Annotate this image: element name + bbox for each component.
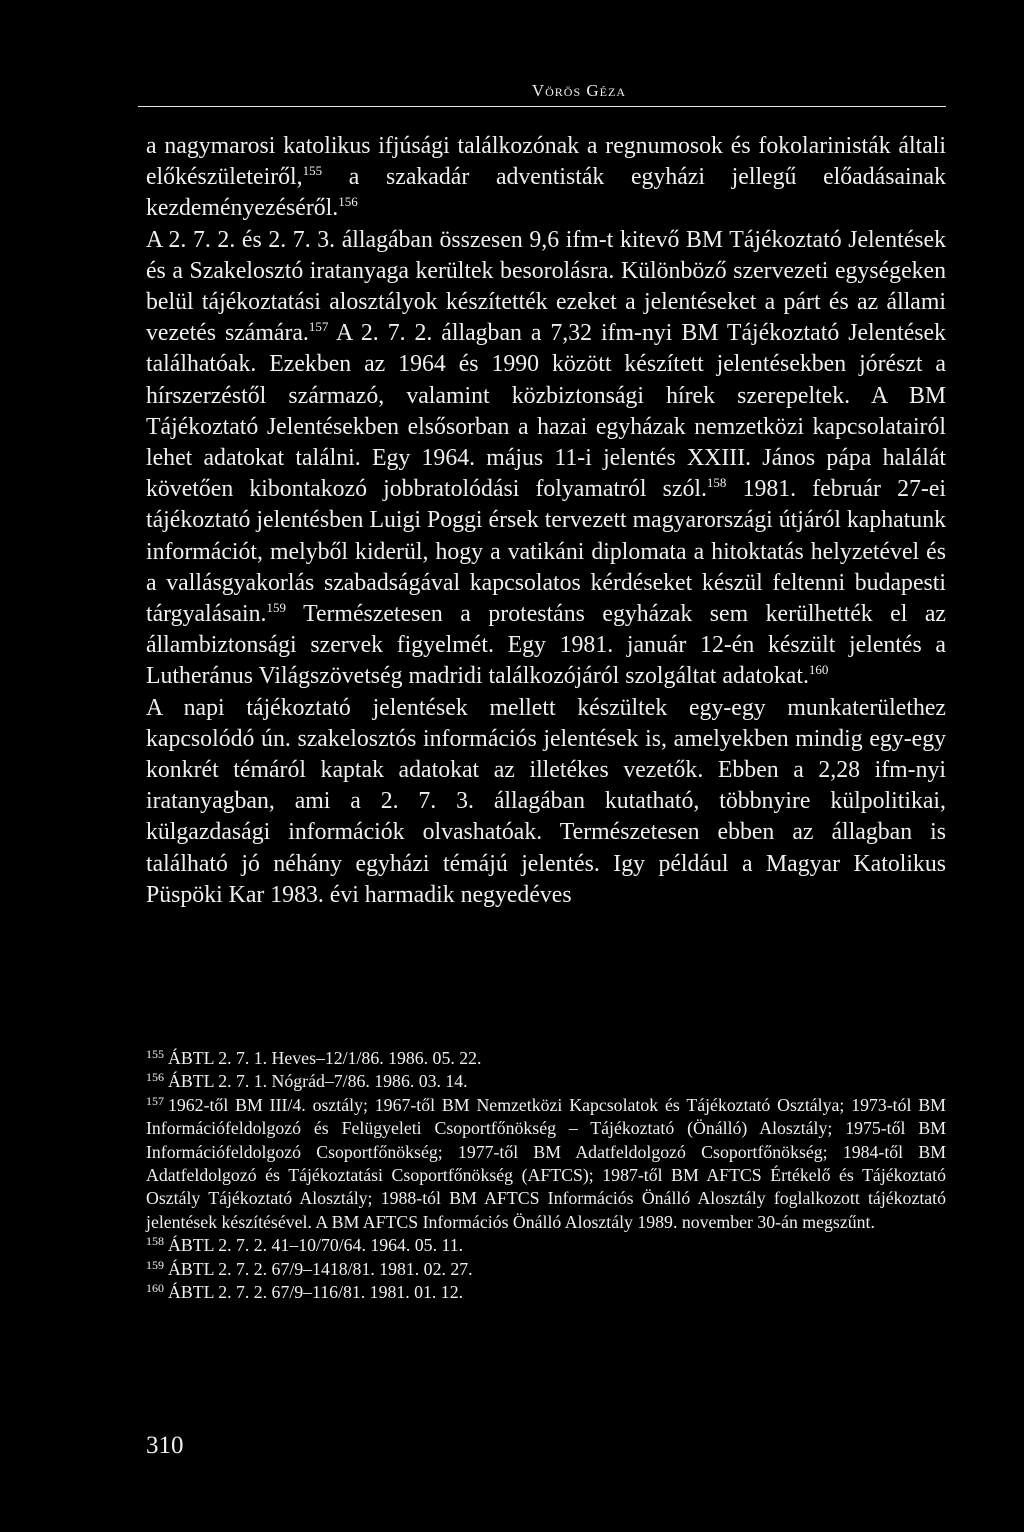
footnote-number: 157 bbox=[146, 1093, 164, 1108]
footnote bbox=[146, 1094, 946, 1234]
paragraph-text: 1981. február 27-ei tájékoztató jelentésben Luigi Poggi érsek tervezett magyarországi útjáról kaphatunk információt, melyből kiderül, hogy a vatikáni diplomata a hitoktatás helyzetével és a vallásgyakorlás szabadságával kapcsolatos kérdéseket készül feltenni budapesti tárgyalásain. bbox=[146, 476, 947, 628]
body-paragraph bbox=[146, 693, 946, 911]
page-number: 310 bbox=[146, 1432, 184, 1459]
main-text bbox=[146, 131, 946, 911]
footnote bbox=[146, 1070, 946, 1093]
paragraph-text: a nagymarosi katolikus ifjúsági találkozónak a regnumosok és fokolarinisták általi előkészületeiről, bbox=[146, 133, 946, 191]
footnote-text: ÁBTL 2. 7. 2. 41–10/70/64. 1964. 05. 11. bbox=[168, 1235, 464, 1256]
footnote-number: 159 bbox=[146, 1257, 164, 1272]
paragraph-text: A 2. 7. 2. és 2. 7. 3. állagában összesen 9,6 ifm-t kitevő BM Tájékoztató Jelentések és a Szakelosztó iratanyaga kerültek besorolásra. Különböző szervezeti egységeken belül tájékoztatási alosztályok készítették ezeket a jelentéseket a párt és az állami vezetés számára. bbox=[146, 226, 946, 347]
running-header bbox=[138, 74, 946, 107]
paragraph-text: A napi tájékoztató jelentések mellett készültek egy-egy munkaterülethez kapcsolódó ún. szakelosztós információs jelentések is, amelyekben mindig egy-egy konkrét témáról kaptak adatokat az illetékes vezetők. Ebben a 2,28 ifm-nyi iratanyagban, ami a 2. 7. 3. állagában kutatható, többnyire külpolitikai, külgazdasági információk olvashatóak. Természetesen ebben az állagban is található jó néhány egyházi témájú jelentés. Igy például a Magyar Katolikus Püspöki Kar 1983. évi harmadik negyedéves bbox=[146, 694, 946, 908]
footnote-reference: 156 bbox=[338, 194, 358, 210]
footnote bbox=[146, 1047, 946, 1070]
footnote-reference: 155 bbox=[302, 163, 323, 179]
footnote-reference: 160 bbox=[808, 662, 829, 678]
footnotes bbox=[146, 1047, 946, 1304]
footnote-number: 158 bbox=[146, 1234, 164, 1249]
footnote-text: ÁBTL 2. 7. 2. 67/9–1418/81. 1981. 02. 27. bbox=[168, 1258, 473, 1279]
body-paragraph bbox=[146, 225, 946, 693]
footnote-number: 156 bbox=[146, 1070, 164, 1085]
paragraph-text: A 2. 7. 2. állagban a 7,32 ifm-nyi BM Tájékoztató Jelentések találhatóak. Ezekben az 1964 és 1990 között készített jelentésekben jórészt a hírszerzéstől származó, valamint közbiztonsági hírek szerepeltek. A BM Tájékoztató Jelentésekben elsősorban a hazai egyházak nemzetközi kapcsolatairól lehet adatokat találni. Egy 1964. május 11-i jelentés XXIII. János pápa halálát követően kibontakozó jobbratolódási folyamatról szól. bbox=[146, 320, 946, 503]
footnote bbox=[146, 1234, 946, 1257]
footnote bbox=[146, 1258, 946, 1281]
footnote-text: 1962-től BM III/4. osztály; 1967-től BM Nemzetközi Kapcsolatok és Tájékoztató Osztálya; 1973-tól BM Információfeldolgozó és Felügyeleti Csoportfőnökség – Tájékoztató (Önálló) Alosztály; 1975-től BM Információfeldolgozó Csoportfőnökség; 1977-től BM Adatfeldolgozó Csoportfőnökség; 1984-től BM Adatfeldolgozó és Tájékoztatási Csoportfőnökség (AFTCS); 1987-től BM AFTCS Értékelő és Tájékoztató Osztály Tájékoztató Alosztály; 1988-tól BM AFTCS Információs Önálló Alosztály foglalkozott tájékoztató jelentések készítésével. A BM AFTCS Információs Önálló Alosztály 1989. november 30-án megszűnt. bbox=[146, 1094, 946, 1232]
footnote-text: ÁBTL 2. 7. 1. Heves–12/1/86. 1986. 05. 22. bbox=[168, 1048, 482, 1068]
footnote-reference: 157 bbox=[308, 319, 329, 335]
footnote-reference: 159 bbox=[266, 600, 286, 616]
running-title: Vörös Géza bbox=[531, 81, 626, 100]
footnote-text: ÁBTL 2. 7. 2. 67/9–116/81. 1981. 01. 12. bbox=[168, 1282, 464, 1303]
footnote-number: 160 bbox=[146, 1281, 164, 1296]
footnote-text: ÁBTL 2. 7. 1. Nógrád–7/86. 1986. 03. 14. bbox=[168, 1071, 468, 1092]
body-paragraph bbox=[146, 131, 946, 225]
paragraph-text: Természetesen a protestáns egyházak sem kerülhették el az állambiztonsági szervek figyelmét. Egy 1981. január 12-én készült jelentés a Lutheránus Világszövetség madridi találkozójáról szolgáltat adatokat. bbox=[146, 601, 946, 690]
footnote bbox=[146, 1281, 946, 1304]
footnote-number: 155 bbox=[146, 1047, 164, 1061]
paragraph-text: a szakadár adventisták egyházi jellegű előadásainak kezdeményezéséről. bbox=[146, 164, 946, 222]
footnote-reference: 158 bbox=[706, 475, 727, 491]
